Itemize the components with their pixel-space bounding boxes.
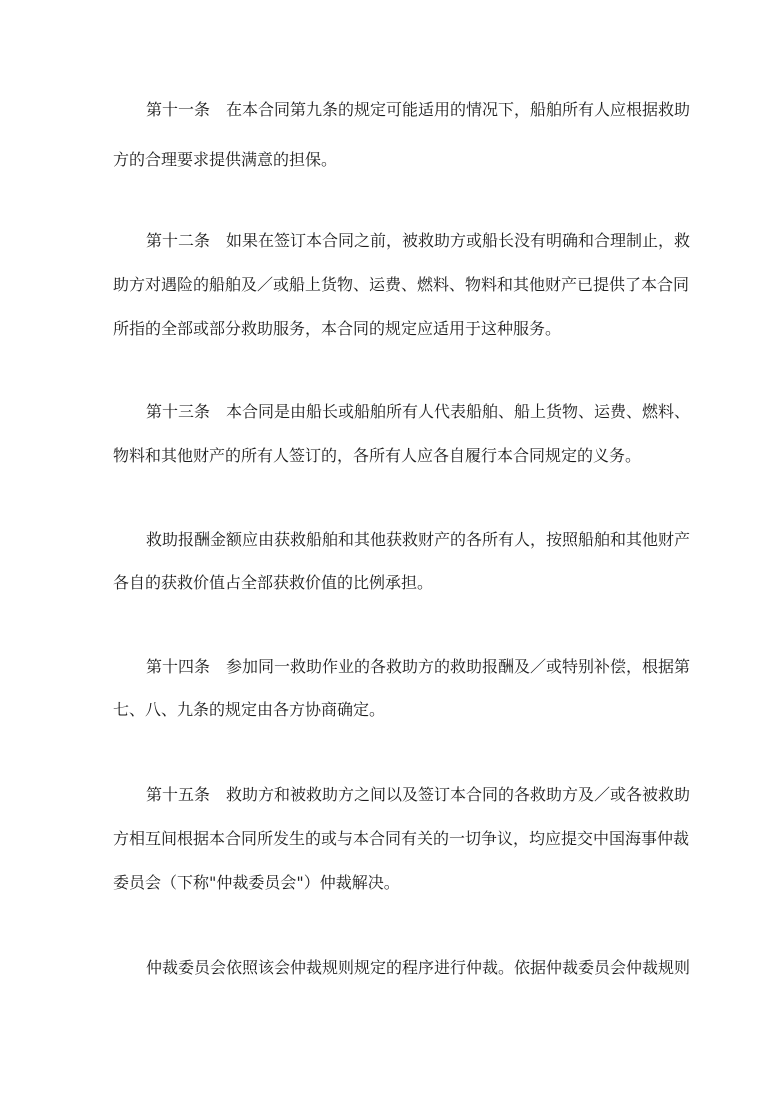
article-13-cont-line-2: 各自的获救价值占全部获救价值的比例承担。 (113, 573, 434, 592)
article-13-line-1: 第十三条 本合同是由船长或船舶所有人代表船舶、船上货物、运费、燃料、 (146, 402, 691, 421)
article-13-cont-line-1: 救助报酬金额应由获救船舶和其他获救财产的各所有人，按照船舶和其他财产 (146, 530, 691, 549)
article-15-cont-line-1: 仲裁委员会依照该会仲裁规则规定的程序进行仲裁。依据仲裁委员会仲裁规则 (146, 958, 691, 977)
article-14-line-1: 第十四条 参加同一救助作业的各救助方的救助报酬及／或特别补偿，根据第 (146, 657, 691, 676)
article-15-line-3: 委员会（下称"仲裁委员会"）仲裁解决。 (113, 873, 400, 892)
article-13-line-2: 物料和其他财产的所有人签订的，各所有人应各自履行本合同规定的义务。 (113, 446, 642, 465)
article-11-line-1: 第十一条 在本合同第九条的规定可能适用的情况下，船舶所有人应根据救助 (146, 100, 691, 119)
article-14-line-2: 七、八、九条的规定由各方协商确定。 (113, 700, 386, 719)
article-15-line-1: 第十五条 救助方和被救助方之间以及签订本合同的各救助方及／或各被救助 (146, 785, 691, 804)
article-11-line-2: 方的合理要求提供满意的担保。 (113, 150, 338, 169)
article-12-line-2: 助方对遇险的船舶及／或船上货物、运费、燃料、物料和其他财产已提供了本合同 (113, 275, 690, 294)
article-15-line-2: 方相互间根据本合同所发生的或与本合同有关的一切争议，均应提交中国海事仲裁 (113, 829, 690, 848)
article-12-line-1: 第十二条 如果在签订本合同之前，被救助方或船长没有明确和合理制止，救 (146, 231, 691, 250)
article-12-line-3: 所指的全部或部分救助服务，本合同的规定应适用于这种服务。 (113, 319, 562, 338)
